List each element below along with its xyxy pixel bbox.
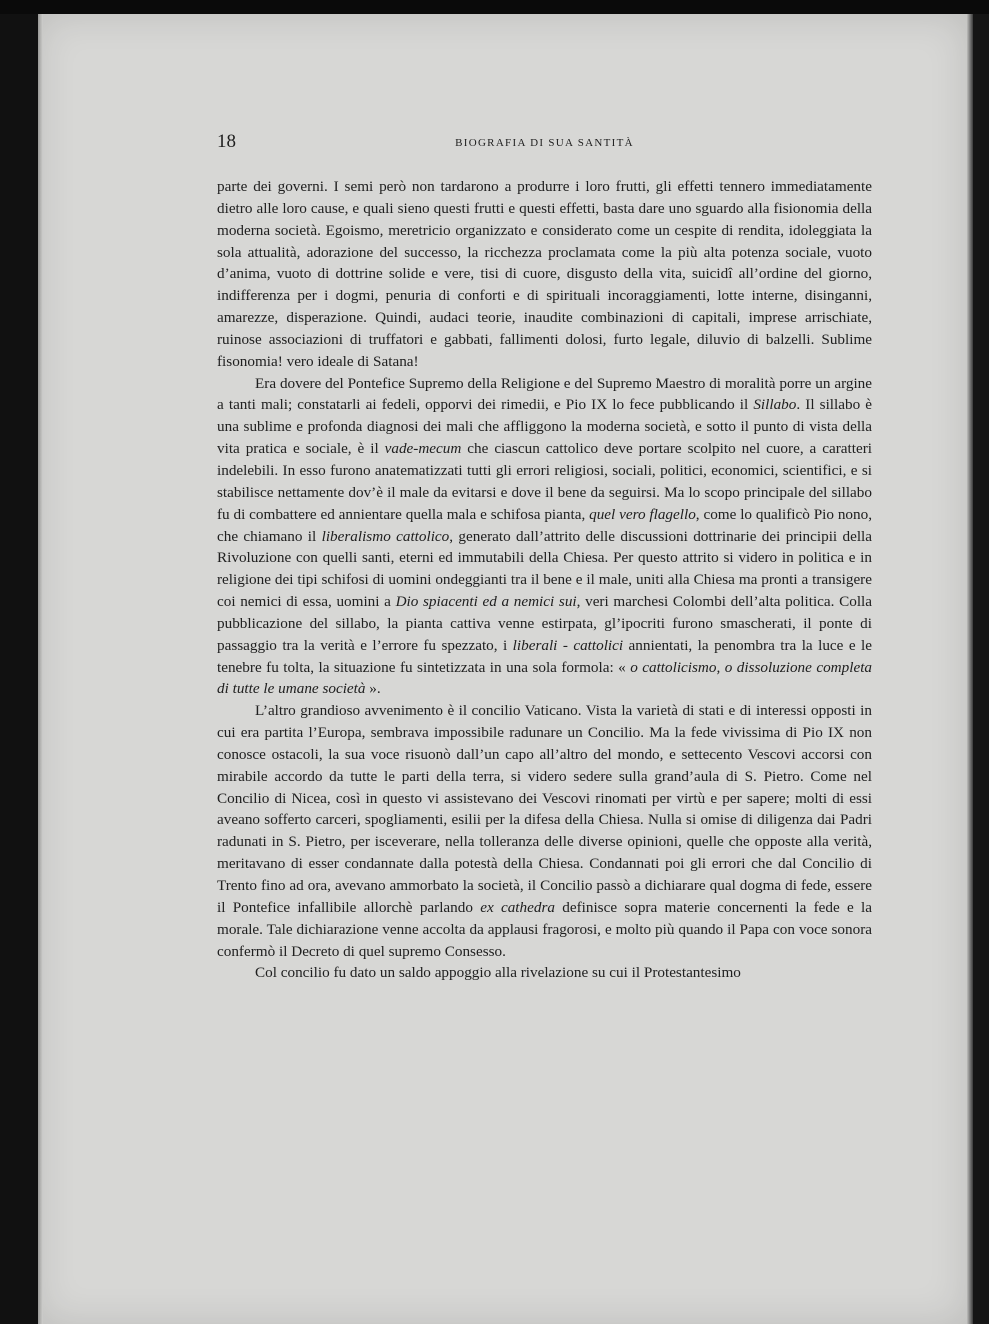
next-page-edge [967,14,973,1324]
italic-text: liberalismo cattolico [321,527,450,545]
page-header [217,130,872,156]
running-title: BIOGRAFIA DI SUA SANTITÀ [455,137,634,149]
body-text [217,176,872,984]
paragraph [217,962,872,984]
italic-text: ex cathedra [480,898,555,916]
italic-text: Sillabo [753,396,797,414]
italic-text: quel vero flagello [589,505,696,523]
page-gutter-shadow [38,14,43,1324]
text-run: che ciascun cattolico deve portare scolpito nel cuore, a caratteri indelebili. In esso furono anatematizzati tutti gli errori religiosi, sociali, politici, economici, scientifici, e si stabilisce nettamente dov’è il male da evitarsi e dove il bene da seguirsi. Ma lo scopo principale del sillabo fu di combattere ed annientare quella mala e schifosa pianta, [217,440,872,523]
text-run: . Il sillabo è una sublime e profonda diagnosi dei mali che affliggono la moderna società, e sotto il punto di vista della vita pratica e sociale, è il [217,396,873,458]
text-run: , generato dall’attrito delle discussioni dottrinarie dei principii della Rivoluzione con quelli santi, eterni ed immutabili della Chiesa. Per questo attrito si videro in politica e in religione dei tipi schifosi di uomini ondeggianti tra il bene e il male, uniti alla Chiesa ma pronti a transigere coi nemici di essa, uomini a [217,527,873,611]
page-number: 18 [217,131,236,152]
scan-background-right [967,14,989,1324]
italic-text: liberali - cattolici [512,636,624,654]
text-run: Era dovere del Pontefice Supremo della Religione e del Supremo Maestro di moralità porre un argine a tanti mali; constatarli ai fedeli, opporvi dei rimedii, e Pio IX lo fece pubblicando il [217,374,872,414]
italic-text: Dio spiacenti ed a nemici sui [395,593,577,611]
italic-text: o cattolicismo, o dissoluzione completa di tutte le umane società [217,658,873,698]
scan-background-top [0,0,989,14]
paragraph [217,176,872,373]
text-run: ». [365,680,381,698]
text-run: , come lo qualificò Pio nono, che chiamano il [217,505,872,545]
paragraph [217,700,872,962]
text-run: parte dei governi. I semi però non tardarono a produrre i loro frutti, gli effetti tennero immediatamente dietro alle loro cause, e quali sieno questi frutti e questi effetti, basta dare uno sguardo alla fisionomia della moderna società. Egoismo, meretricio organizzato e considerato come un cespite di rendita, idoleggiata la sola attualità, adorazione del successo, la ricchezza proclamata come la più alta potenza sociale, vuoto d’anima, vuoto di dottrine solide e vere, tisi di cuore, disgusto della vita, suicidî all’ordine del giorno, indifferenza per i dogmi, penuria di conforti e di spirituali incoraggiamenti, lotte interne, disinganni, amarezze, disperazione. Quindi, audaci teorie, inaudite combinazioni di capitali, imprese arrischiate, ruinose associazioni di truffatori e gabbati, fallimenti dolosi, furto legale, diluvio di balzelli. Sublime fisonomia! vero ideale di Satana! [217,178,872,370]
paragraph [217,373,872,701]
text-run: L’altro grandioso avvenimento è il concilio Vaticano. Vista la varietà di stati e di interessi opposti in cui era partita l’Europa, sembrava impossibile radunare un Concilio. Ma la fede vivissima di Pio IX non conosce ostacoli, la sua voce risuonò dall’un capo all’altro del mondo, e settecento Vescovi accorsi con mirabile accordo da tutte le parti della terra, si videro sedere sulla grand’aula di S. Pietro. Come nel Concilio di Nicea, così in questo vi assistevano dei Vescovi rinomati per virtù e per sapere; molti di essi aveano sofferto carceri, spogliamenti, esilii per la difesa della Chiesa. Nulla si omise di diligenza dai Padri radunati in S. Pietro, per isceverare, nella tolleranza delle diverse opinioni, quelle che opposte alla verità, meritavano di esser condannate dalla potestà della Chiesa. Condannati poi gli errori che dal Concilio di Trento fino ad ora, avevano ammorbato la società, il Concilio passò a dichiarare qual dogma di fede, essere il Pontefice infallibile allorchè parlando [217,702,872,916]
italic-text: vade-mecum [384,440,462,458]
text-run: annientati, la penombra tra la luce e le tenebre fu tolta, la situazione fu sintetizzata in una sola formola: « [217,636,873,676]
text-run: definisce sopra materie concernenti la fede e la morale. Tale dichiarazione venne accolta da applausi fragorosi, e molto più quando il Papa con voce sonora confermò il Decreto di quel supremo Consesso. [217,898,872,960]
text-run: Col concilio fu dato un saldo appoggio alla rivelazione su cui il Protestantesimo [255,964,741,982]
text-run: , veri marchesi Colombi dell’alta politica. Colla pubblicazione del sillabo, la pianta cattiva venne estirpata, gl’ipocriti furono smascherati, il ponte di passaggio tra la verità e l’errore fu spezzato, i [217,593,873,654]
